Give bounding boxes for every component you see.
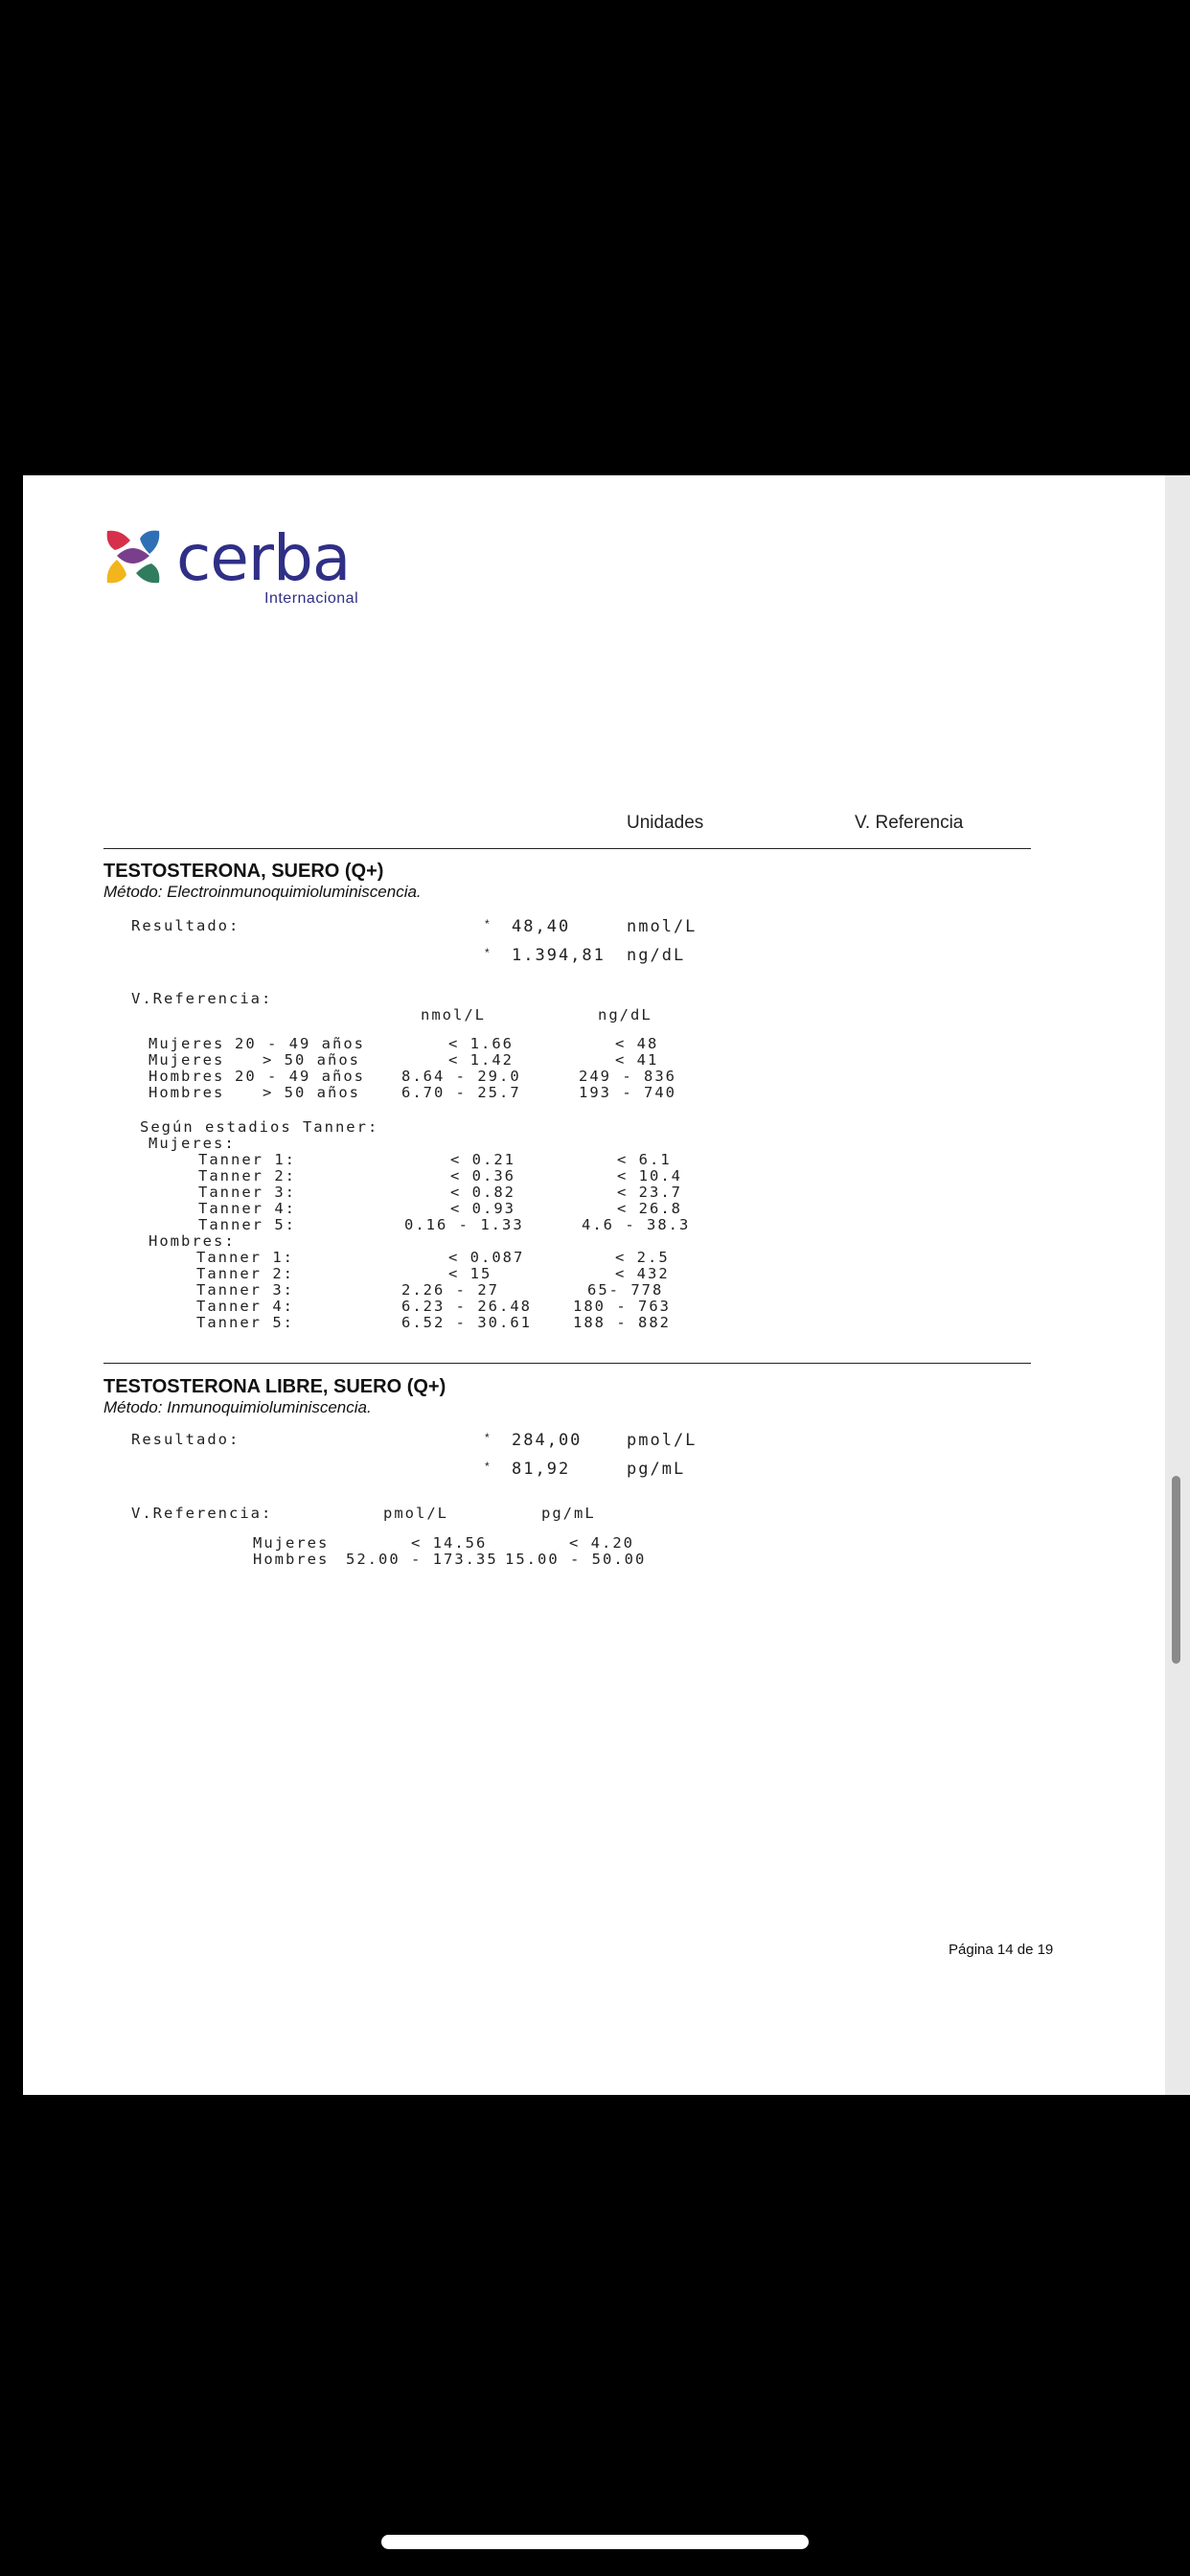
result-unit: pg/mL bbox=[627, 1460, 686, 1479]
reference-label: V.Referencia: bbox=[131, 1505, 273, 1522]
tanner-nmol: < 0.21 bbox=[450, 1151, 515, 1168]
tanner-stage: Tanner 2: bbox=[198, 1167, 296, 1184]
ref-pg: 15.00 - 50.00 bbox=[505, 1551, 647, 1568]
tanner-ng: < 10.4 bbox=[617, 1167, 682, 1184]
tanner-nmol: 6.23 - 26.48 bbox=[401, 1298, 532, 1315]
ref-sex: Mujeres bbox=[253, 1534, 330, 1552]
tanner-nmol: < 0.82 bbox=[450, 1184, 515, 1201]
ref-ng: < 48 bbox=[615, 1035, 659, 1052]
result-flag: * bbox=[485, 1460, 490, 1473]
tanner-stage: Tanner 1: bbox=[196, 1249, 294, 1266]
ref-ng: 193 - 740 bbox=[579, 1084, 676, 1101]
reference-unit-header: pg/mL bbox=[541, 1505, 596, 1522]
result-value: 48,40 bbox=[512, 917, 571, 936]
result-flag: * bbox=[485, 946, 490, 959]
tanner-nmol: 0.16 - 1.33 bbox=[404, 1216, 524, 1233]
test-method: Método: Inmunoquimioluminiscencia. bbox=[103, 1398, 372, 1416]
tanner-nmol: 6.52 - 30.61 bbox=[401, 1314, 532, 1331]
ref-ng: 249 - 836 bbox=[579, 1068, 676, 1085]
ref-age: 20 - 49 años bbox=[235, 1035, 365, 1052]
ref-nmol: < 1.42 bbox=[448, 1051, 514, 1069]
tanner-ng: < 2.5 bbox=[615, 1249, 670, 1266]
test-title: TESTOSTERONA, SUERO (Q+) bbox=[103, 861, 384, 882]
test-method: Método: Electroinmunoquimioluminiscencia. bbox=[103, 883, 422, 901]
tanner-stage: Tanner 2: bbox=[196, 1265, 294, 1282]
test-title: TESTOSTERONA LIBRE, SUERO (Q+) bbox=[103, 1376, 446, 1397]
brand-name: cerba bbox=[176, 521, 351, 595]
ref-pmol: 52.00 - 173.35 bbox=[346, 1551, 498, 1568]
cerba-logo-icon bbox=[103, 527, 163, 586]
tanner-ng: 188 - 882 bbox=[573, 1314, 671, 1331]
tanner-men-label: Hombres: bbox=[149, 1232, 236, 1250]
tanner-ng: 180 - 763 bbox=[573, 1298, 671, 1315]
ref-nmol: 6.70 - 25.7 bbox=[401, 1084, 521, 1101]
home-indicator[interactable] bbox=[381, 2535, 809, 2549]
ref-sex: Hombres bbox=[149, 1084, 225, 1101]
divider bbox=[103, 848, 1031, 849]
tanner-nmol: < 15 bbox=[448, 1265, 492, 1282]
tanner-ng: 4.6 - 38.3 bbox=[582, 1216, 691, 1233]
ref-age: > 50 años bbox=[263, 1051, 360, 1069]
tanner-label: Según estadios Tanner: bbox=[140, 1118, 379, 1136]
reference-column-header: V. Referencia bbox=[855, 813, 964, 833]
tanner-nmol: 2.26 - 27 bbox=[401, 1281, 499, 1299]
tanner-nmol: < 0.93 bbox=[450, 1200, 515, 1217]
result-unit: nmol/L bbox=[627, 917, 698, 936]
ref-pg: < 4.20 bbox=[569, 1534, 634, 1552]
tanner-ng: < 432 bbox=[615, 1265, 670, 1282]
tanner-nmol: < 0.087 bbox=[448, 1249, 525, 1266]
report-page bbox=[23, 475, 1165, 2095]
ref-sex: Hombres bbox=[149, 1068, 225, 1085]
result-flag: * bbox=[485, 917, 490, 931]
result-flag: * bbox=[485, 1431, 490, 1444]
tanner-stage: Tanner 3: bbox=[196, 1281, 294, 1299]
result-unit: pmol/L bbox=[627, 1431, 698, 1450]
tanner-women-label: Mujeres: bbox=[149, 1135, 236, 1152]
tanner-stage: Tanner 1: bbox=[198, 1151, 296, 1168]
ref-sex: Mujeres bbox=[149, 1035, 225, 1052]
tanner-ng: 65- 778 bbox=[587, 1281, 664, 1299]
reference-unit-header: pmol/L bbox=[383, 1505, 448, 1522]
ref-pmol: < 14.56 bbox=[411, 1534, 488, 1552]
tanner-stage: Tanner 3: bbox=[198, 1184, 296, 1201]
tanner-ng: < 26.8 bbox=[617, 1200, 682, 1217]
reference-unit-header: nmol/L bbox=[421, 1006, 486, 1024]
units-column-header: Unidades bbox=[627, 813, 704, 833]
result-label: Resultado: bbox=[131, 917, 240, 934]
scrollbar-thumb[interactable] bbox=[1172, 1476, 1180, 1664]
tanner-stage: Tanner 4: bbox=[198, 1200, 296, 1217]
reference-label: V.Referencia: bbox=[131, 990, 273, 1007]
ref-nmol: < 1.66 bbox=[448, 1035, 514, 1052]
scrollbar-track[interactable] bbox=[1165, 475, 1190, 2095]
tanner-stage: Tanner 5: bbox=[198, 1216, 296, 1233]
ref-nmol: 8.64 - 29.0 bbox=[401, 1068, 521, 1085]
tanner-ng: < 23.7 bbox=[617, 1184, 682, 1201]
brand-subtitle: Internacional bbox=[264, 590, 359, 607]
ref-age: 20 - 49 años bbox=[235, 1068, 365, 1085]
ref-ng: < 41 bbox=[615, 1051, 659, 1069]
result-unit: ng/dL bbox=[627, 946, 686, 965]
ref-sex: Mujeres bbox=[149, 1051, 225, 1069]
result-value: 1.394,81 bbox=[512, 946, 606, 965]
result-value: 81,92 bbox=[512, 1460, 571, 1479]
ref-age: > 50 años bbox=[263, 1084, 360, 1101]
tanner-ng: < 6.1 bbox=[617, 1151, 672, 1168]
page-number: Página 14 de 19 bbox=[949, 1942, 1054, 1958]
tanner-nmol: < 0.36 bbox=[450, 1167, 515, 1184]
tanner-stage: Tanner 4: bbox=[196, 1298, 294, 1315]
result-value: 284,00 bbox=[512, 1431, 583, 1450]
divider bbox=[103, 1363, 1031, 1364]
reference-unit-header: ng/dL bbox=[598, 1006, 652, 1024]
result-label: Resultado: bbox=[131, 1431, 240, 1448]
tanner-stage: Tanner 5: bbox=[196, 1314, 294, 1331]
ref-sex: Hombres bbox=[253, 1551, 330, 1568]
